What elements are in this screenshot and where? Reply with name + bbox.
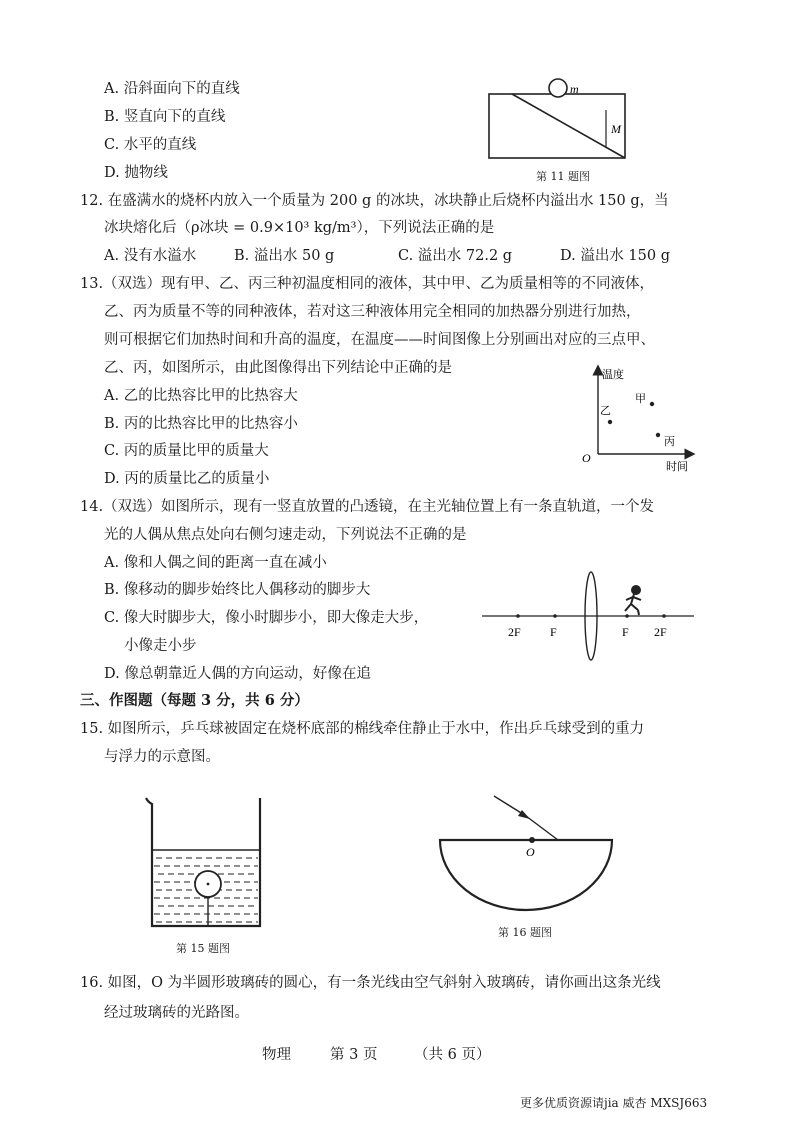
q16-caption: 第 16 题图 [498,926,552,939]
q15-ball-center [207,883,210,886]
q15-beaker [146,798,260,926]
footer-subject: 物理 [262,1047,291,1063]
q12-option-c: C. 溢出水 72.2 g [398,248,513,264]
q15-text-line1: 15. 如图所示，乒乓球被固定在烧杯底部的棉线牵住静止于水中，作出乒乓球受到的重力 [80,721,645,737]
q15-caption: 第 15 题图 [176,942,230,955]
q13-text-line3: 则可根据它们加热时间和升高的温度，在温度——时间图像上分别画出对应的三点甲、 [104,332,655,348]
q11-block [489,94,625,158]
q11-option-a: A. 沿斜面向下的直线 [104,81,240,97]
q13-text-line2: 乙、丙为质量不等的同种液体，若对这三种液体用完全相同的加热器分别进行加热， [104,304,641,320]
q14-dot-2f-right [662,614,666,618]
q16-label-o: O [526,845,535,859]
q13-graph [578,362,698,477]
q13-text-line4: 乙、丙，如图所示，由此图像得出下列结论中正确的是 [104,360,452,376]
q11-label-M: M [611,122,621,136]
q11-ball [549,79,567,97]
q14-option-b: B. 像移动的脚步始终比人偶移动的脚步大 [104,582,371,598]
q13-y-label: 温度 [602,368,624,381]
q14-label-2f-left: 2F [508,625,521,639]
q12-text-line2: 冰块熔化后（ρ冰块 = 0.9×10³ kg/m³），下列说法正确的是 [104,220,495,236]
q13-option-a: A. 乙的比热容比甲的比热容大 [104,388,298,404]
q14-walking-doll-icon [625,586,641,615]
q14-option-c-cont: 小像走小步 [124,638,197,654]
q14-text-line1: 14.（双选）如图所示，现有一竖直放置的凸透镜，在主光轴位置上有一条直轨道，一个发 [80,499,655,515]
q13-label-yi: 乙 [600,404,611,417]
q16-center-point [529,837,535,843]
q14-dot-f-right [625,614,629,618]
q14-label-2f-right: 2F [654,625,667,639]
q11-caption: 第 11 题图 [536,170,590,183]
watermark-text: 更多优质资源请jia 威杏 MXSJ663 [520,1096,708,1110]
q13-origin: O [582,451,591,465]
q13-label-jia: 甲 [635,392,646,405]
q14-text-line2: 光的人偶从焦点处向右侧匀速走动，下列说法不正确的是 [104,527,467,543]
q14-dot-2f-left [516,614,520,618]
q14-label-f-right: F [622,625,629,639]
q11-option-d: D. 抛物线 [104,165,168,181]
q13-option-c: C. 丙的质量比甲的质量大 [104,443,269,459]
footer-page: 第 3 页 [330,1047,378,1063]
q12-option-d: D. 溢出水 150 g [560,248,671,264]
q13-x-label: 时间 [666,460,688,473]
q12-option-b: B. 溢出水 50 g [234,248,335,264]
q14-label-f-left: F [550,625,557,639]
q11-option-b: B. 竖直向下的直线 [104,109,226,125]
q14-option-c: C. 像大时脚步大，像小时脚步小，即大像走大步， [104,610,429,626]
q11-option-c: C. 水平的直线 [104,137,197,153]
footer-total: （共 6 页） [414,1047,491,1063]
q13-option-b: B. 丙的比热容比甲的比热容小 [104,416,298,432]
q13-point-bing [656,433,660,437]
q15-beaker-figure [140,792,270,932]
q11-figure [486,76,636,166]
q13-label-bing: 丙 [664,435,675,448]
q16-text-line1: 16. 如图，O 为半圆形玻璃砖的圆心，有一条光线由空气斜射入玻璃砖，请你画出这条光线 [80,975,661,991]
q12-option-a: A. 没有水溢水 [104,248,197,264]
q12-text-line1: 12. 在盛满水的烧杯内放入一个质量为 200 g 的冰块，冰块静止后烧杯内溢出水 150 g，当 [80,193,669,209]
q13-point-yi [608,420,612,424]
q13-point-jia [650,402,654,406]
q16-semicircle-figure [436,790,616,920]
q16-text-line2: 经过玻璃砖的光路图。 [104,1005,249,1021]
q11-label-m: m [570,82,579,96]
q14-option-a: A. 像和人偶之间的距离一直在减小 [104,555,327,571]
q14-dot-f-left [553,614,557,618]
q16-incident-ray-tail [526,816,558,840]
q15-text-line2: 与浮力的示意图。 [104,749,220,765]
q11-incline [512,94,625,158]
section3-title: 三、作图题（每题 3 分，共 6 分） [80,692,309,709]
q13-option-d: D. 丙的质量比乙的质量小 [104,471,270,487]
q14-option-d: D. 像总朝靠近人偶的方向运动，好像在追 [104,666,371,682]
q13-text-line1: 13.（双选）现有甲、乙、丙三种初温度相同的液体，其中甲、乙为质量相等的不同液体， [80,276,655,292]
q14-lens-figure [482,570,694,666]
